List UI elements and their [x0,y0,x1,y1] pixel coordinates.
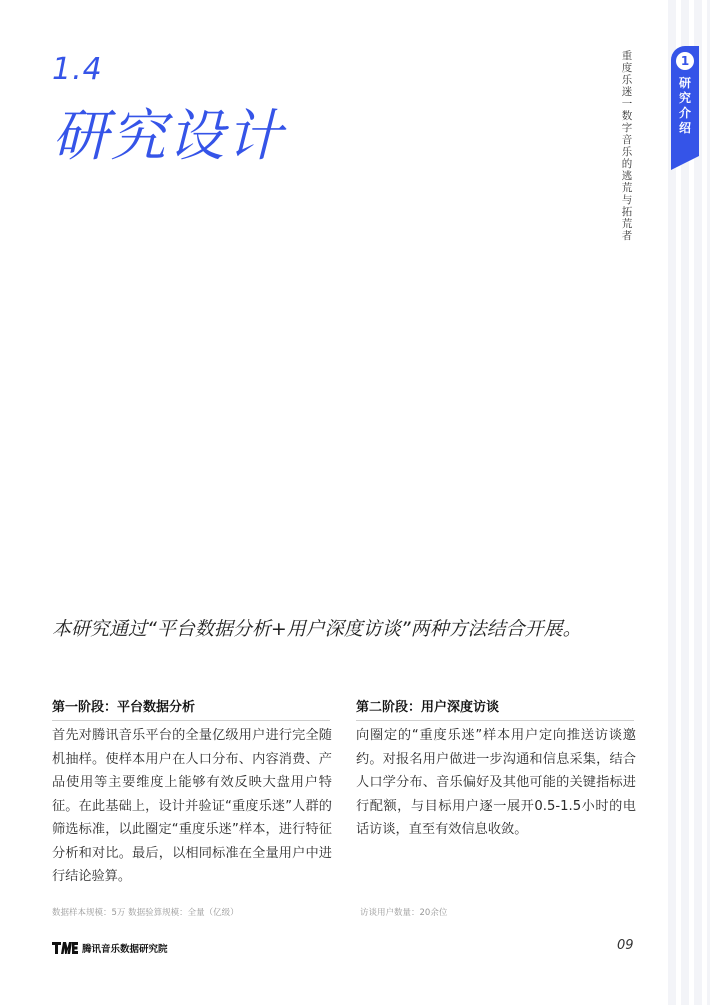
chapter-label: 研究介绍 [678,76,691,135]
phase-one-title: 第一阶段：平台数据分析 [52,700,196,715]
page-number: 09 [617,938,634,953]
document-title-vertical: 重度乐迷一数字音乐的逃荒与拓荒者 [621,50,633,242]
section-number: 1.4 [52,52,103,87]
tme-logo-icon [52,942,78,954]
page-title: 研究设计 [52,104,284,169]
phase-one-note: 数据样本规模：5万 数据验算规模：全量（亿级） [52,908,239,918]
chapter-tab[interactable] [671,46,699,156]
phase-two-divider [356,720,634,721]
phase-one-divider [52,720,330,721]
chapter-number-badge: 1 [676,52,694,70]
footer-logo-text: 腾讯音乐数据研究院 [82,944,168,955]
phase-two-note: 访谈用户数量：20余位 [360,908,448,918]
phase-two-title: 第二阶段：用户深度访谈 [356,700,500,715]
intro-statement: 本研究通过“平台数据分析+用户深度访谈”两种方法结合开展。 [52,618,582,640]
phase-one-text: 首先对腾讯音乐平台的全量亿级用户进行完全随机抽样。使样本用户在人口分布、内容消费、产品使用等主要维度上能够有效反映大盘用户特征。在此基础上，设计并验证“重度乐迷”人群的筛选标准，以此圈定“重度乐迷”样本，进行特征分析和对比。最后，以相同标准在全量用户中进行结论验算。 [52,728,332,884]
footer-logo [52,941,168,955]
phase-two-text: 向圈定的“重度乐迷”样本用户定向推送访谈邀约。对报名用户做进一步沟通和信息采集，结合人口学分布、音乐偏好及其他可能的关键指标进行配额，与目标用户逐一展开0.5-1.5小时的电话访谈，直至有效信息收敛。 [356,728,636,837]
